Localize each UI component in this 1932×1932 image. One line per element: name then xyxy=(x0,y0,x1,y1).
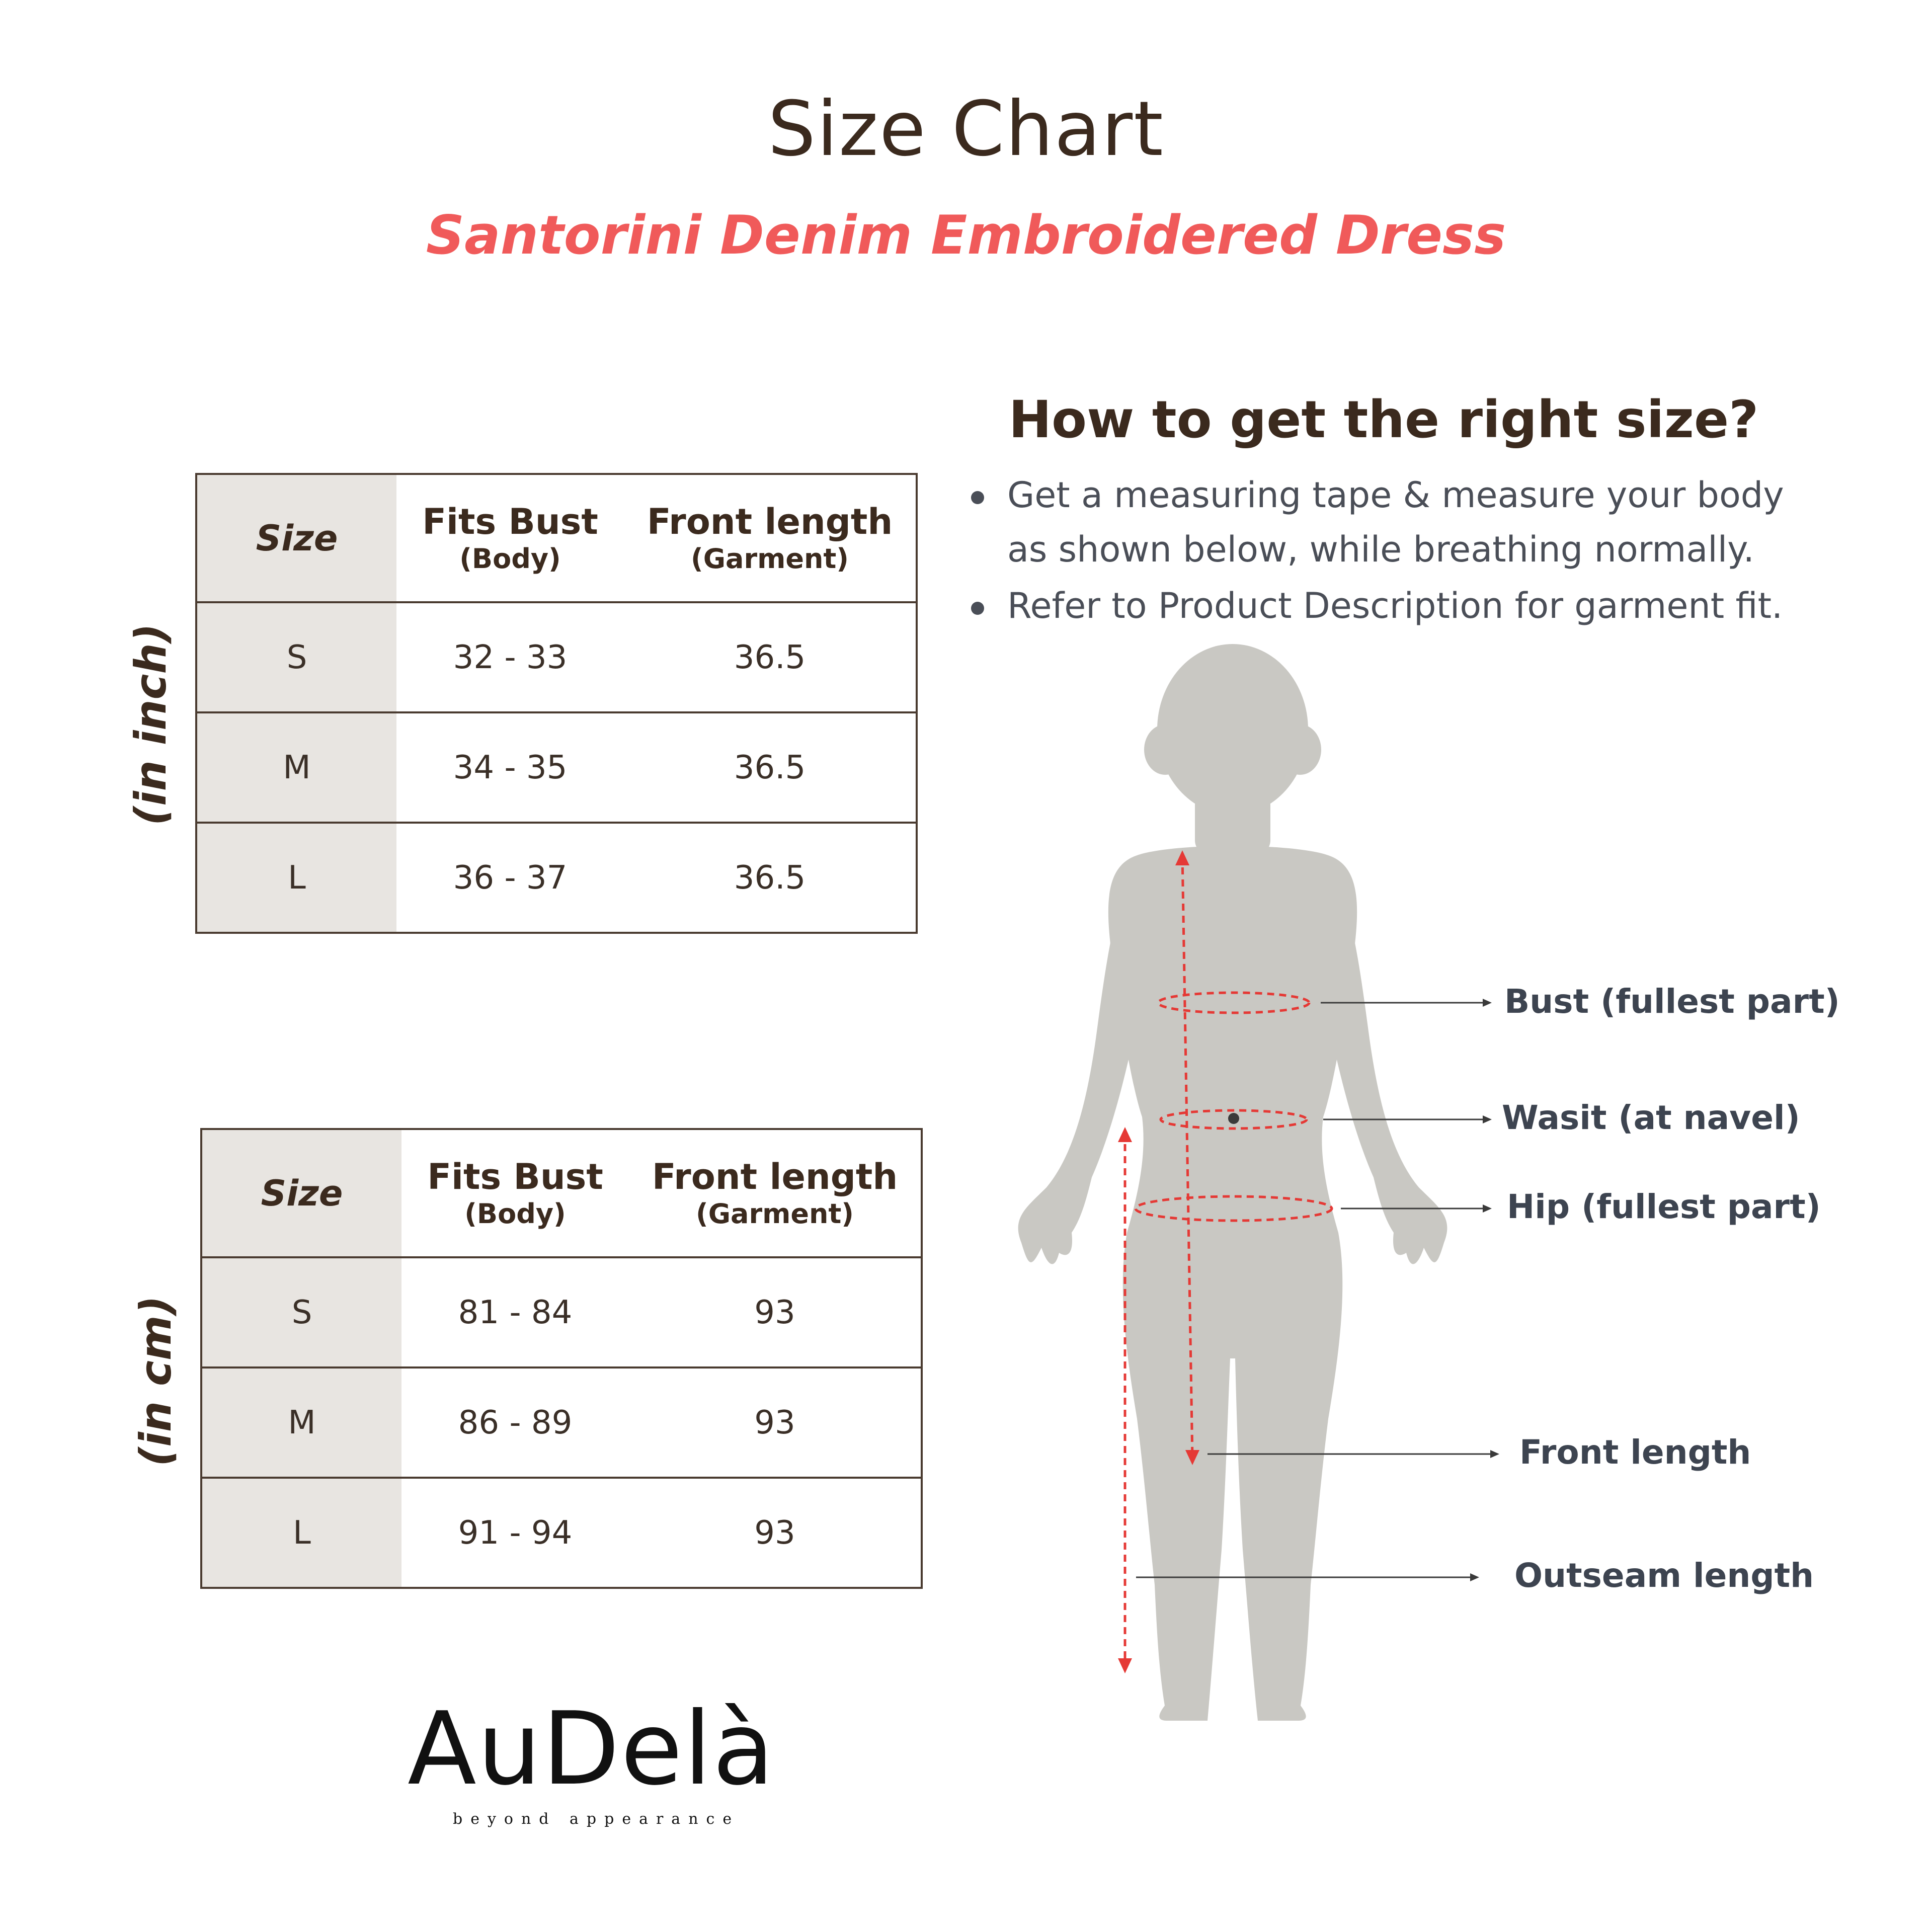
length-header-sub: (Garment) xyxy=(696,1198,854,1230)
size-header: Size xyxy=(196,474,396,602)
outseam-arrow-bottom xyxy=(1118,1658,1132,1673)
right-arm-shape xyxy=(1321,860,1447,1264)
bust-header-sub: (Body) xyxy=(464,1198,566,1230)
brand-logo: AuDelà xyxy=(408,1691,775,1808)
ear-left-shape xyxy=(1144,725,1186,775)
bust-cell: 91 - 94 xyxy=(401,1478,629,1588)
neck-shape xyxy=(1195,790,1270,855)
bust-cell: 81 - 84 xyxy=(401,1257,629,1367)
bust-header-label: Fits Bust xyxy=(427,1156,603,1198)
size-cell: S xyxy=(201,1257,401,1367)
size-cell: L xyxy=(201,1478,401,1588)
page-title: Size Chart xyxy=(768,86,1164,173)
bust-label: Bust (fullest part) xyxy=(1504,982,1840,1021)
length-cell: 36.5 xyxy=(624,823,917,933)
length-header-label: Front length xyxy=(652,1156,898,1198)
length-header-label: Front length xyxy=(647,501,893,543)
bust-cell: 34 - 35 xyxy=(396,712,624,823)
bust-cell: 32 - 33 xyxy=(396,602,624,712)
outseam-arrow-top xyxy=(1118,1127,1132,1142)
bust-cell: 86 - 89 xyxy=(401,1367,629,1478)
size-cell: L xyxy=(196,823,396,933)
navel-dot xyxy=(1228,1113,1239,1124)
left-arm-shape xyxy=(1018,860,1145,1264)
length-cell: 36.5 xyxy=(624,602,917,712)
length-cell: 93 xyxy=(629,1478,922,1588)
size-cell: M xyxy=(196,712,396,823)
unit-label-cm: (in cm) xyxy=(131,1296,181,1467)
outseam-label: Outseam length xyxy=(1514,1556,1814,1595)
size-cell: M xyxy=(201,1367,401,1478)
length-cell: 93 xyxy=(629,1367,922,1478)
size-cell: S xyxy=(196,602,396,712)
ear-right-shape xyxy=(1279,725,1321,775)
size-header: Size xyxy=(201,1129,401,1257)
front-length-label: Front length xyxy=(1519,1433,1751,1472)
torso-legs-shape xyxy=(1108,846,1357,1721)
head-shape xyxy=(1157,644,1308,815)
length-cell: 93 xyxy=(629,1257,922,1367)
body-silhouette xyxy=(1018,644,1447,1721)
hip-label: Hip (fullest part) xyxy=(1507,1187,1821,1226)
guide-title: How to get the right size? xyxy=(1008,390,1759,450)
brand-tagline: beyond appearance xyxy=(453,1810,740,1828)
unit-label-inch: (in inch) xyxy=(126,623,176,826)
bust-header-label: Fits Bust xyxy=(422,501,598,543)
product-name: Santorini Denim Embroidered Dress xyxy=(426,204,1506,266)
bust-cell: 36 - 37 xyxy=(396,823,624,933)
guide-bullet: Refer to Product Description for garment fit. xyxy=(966,579,1831,633)
length-header-sub: (Garment) xyxy=(691,543,849,575)
guide-bullet: Get a measuring tape & measure your body as shown below, while breathing normally. xyxy=(966,468,1831,577)
waist-label: Wasit (at navel) xyxy=(1502,1098,1800,1137)
bust-header-sub: (Body) xyxy=(459,543,561,575)
length-cell: 36.5 xyxy=(624,712,917,823)
